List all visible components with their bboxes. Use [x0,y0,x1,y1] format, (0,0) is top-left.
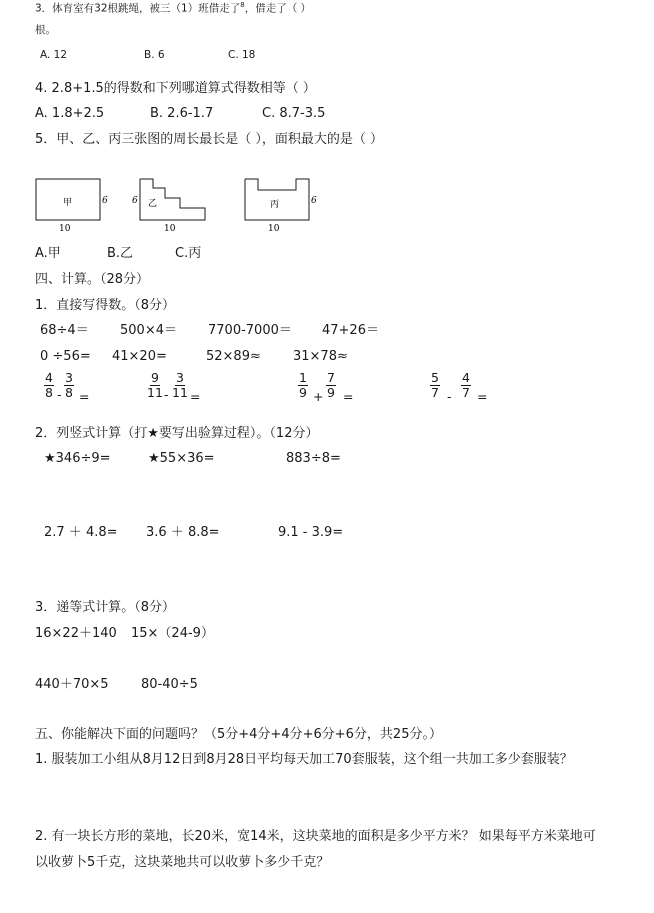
q4-option-c: C. 8.7-3.5 [262,106,326,121]
p1-title: 1．直接写得数。（8分） [35,298,176,313]
p1-row1-item4: 47+26＝ [322,323,379,338]
q3-fraction-small: 8 [240,1,245,9]
shape-jia-label: 甲 [63,198,73,208]
shape-jia-height: 6 [102,196,108,206]
shape-bing-width: 10 [268,224,280,234]
frac1-b: $\frac{3}{8}$ [65,370,73,400]
shape-bing-label: 丙 [270,200,280,210]
frac2-a: $\frac{9}{11}$ [147,370,163,400]
section5-q2-line2: 以收萝卜5千克，这块菜地共可以收萝卜多少千克？ [35,855,330,870]
frac4-a: $\frac{5}{7}$ [431,370,439,400]
shape-yi-label: 乙 [148,199,158,209]
shape-yi-height: 6 [132,196,138,206]
p2-row1-item1: ★346÷9= [44,451,111,466]
q3-option-c: C. 18 [228,49,256,61]
frac1-op: - [57,387,62,402]
frac3-equals: = [343,389,354,404]
p3-row1-item2: 15×（24-9） [131,626,214,641]
q5-option-b: B.乙 [107,246,134,261]
q5-option-a: A.甲 [35,246,61,261]
q4-option-b: B. 2.6-1.7 [150,106,214,121]
frac3-b: $\frac{7}{9}$ [327,370,335,400]
q3-line2: 根。 [35,24,56,36]
frac3-a: $\frac{1}{9}$ [299,370,307,400]
q4-text: 4. 2.8+1.5的得数和下列哪道算式得数相等（ ） [35,81,316,96]
frac3-op: + [313,389,324,404]
section5-title: 五、你能解决下面的问题吗？（5分+4分+4分+6分+6分，共25分。） [35,727,442,742]
q4-option-a: A. 1.8+2.5 [35,106,105,121]
p2-title: 2．列竖式计算（打★要写出验算过程）。（12分） [35,426,319,441]
q3-option-a: A. 12 [40,49,68,61]
p2-row2-item2: 3.6 ＋ 8.8= [146,525,220,540]
frac1-a: $\frac{4}{8}$ [45,370,53,400]
p3-row2-item1: 440＋70×5 [35,677,109,692]
section4-title: 四、计算。（28分） [35,272,150,287]
frac2-op: - [164,387,169,402]
q5-text: 5．甲、乙、丙三张图的周长最长是（ ），面积最大的是（ ） [35,132,384,147]
p2-row1-item2: ★55×36= [148,451,215,466]
p2-row2-item1: 2.7 ＋ 4.8= [44,525,118,540]
p1-row2-item4: 31×78≈ [293,349,348,364]
p3-row2-item2: 80-40÷5 [141,677,198,692]
shape-bing-height: 6 [311,196,317,206]
shape-yi-width: 10 [164,224,176,234]
p1-row2-item1: 0 ÷56= [40,349,91,364]
p1-row1-item2: 500×4＝ [120,323,177,338]
frac4-op: - [447,389,452,404]
section5-q1: 1. 服装加工小组从8月12日到8月28日平均每天加工70套服装，这个组一共加工多少套服装？ [35,752,573,767]
frac2-b: $\frac{3}{11}$ [172,370,188,400]
p1-row2-item3: 52×89≈ [206,349,261,364]
p3-row1-item1: 16×22＋140 [35,626,117,641]
q3-text: 3．体育室有32根跳绳，被三（1）班借走了 [35,2,241,15]
p3-title: 3．递等式计算。（8分） [35,600,176,615]
p1-row2-item2: 41×20= [112,349,167,364]
q5-option-c: C.丙 [175,246,202,261]
p2-row1-item3: 883÷8= [286,451,341,466]
p2-row2-item3: 9.1 - 3.9= [278,525,344,540]
p1-row1-item1: 68÷4＝ [40,323,89,338]
frac4-b: $\frac{4}{7}$ [462,370,470,400]
frac1-equals: = [79,389,90,404]
shape-jia-width: 10 [59,224,71,234]
p1-row1-item3: 7700-7000＝ [208,323,292,338]
q3-text-tail: ，借走了（ ） [244,2,312,15]
section5-q2-line1: 2. 有一块长方形的菜地，长20米，宽14米，这块菜地的面积是多少平方米？ 如果每平方米菜地可 [35,829,596,844]
q3-option-b: B. 6 [144,49,165,61]
frac4-equals: = [477,389,488,404]
frac2-equals: = [190,389,201,404]
